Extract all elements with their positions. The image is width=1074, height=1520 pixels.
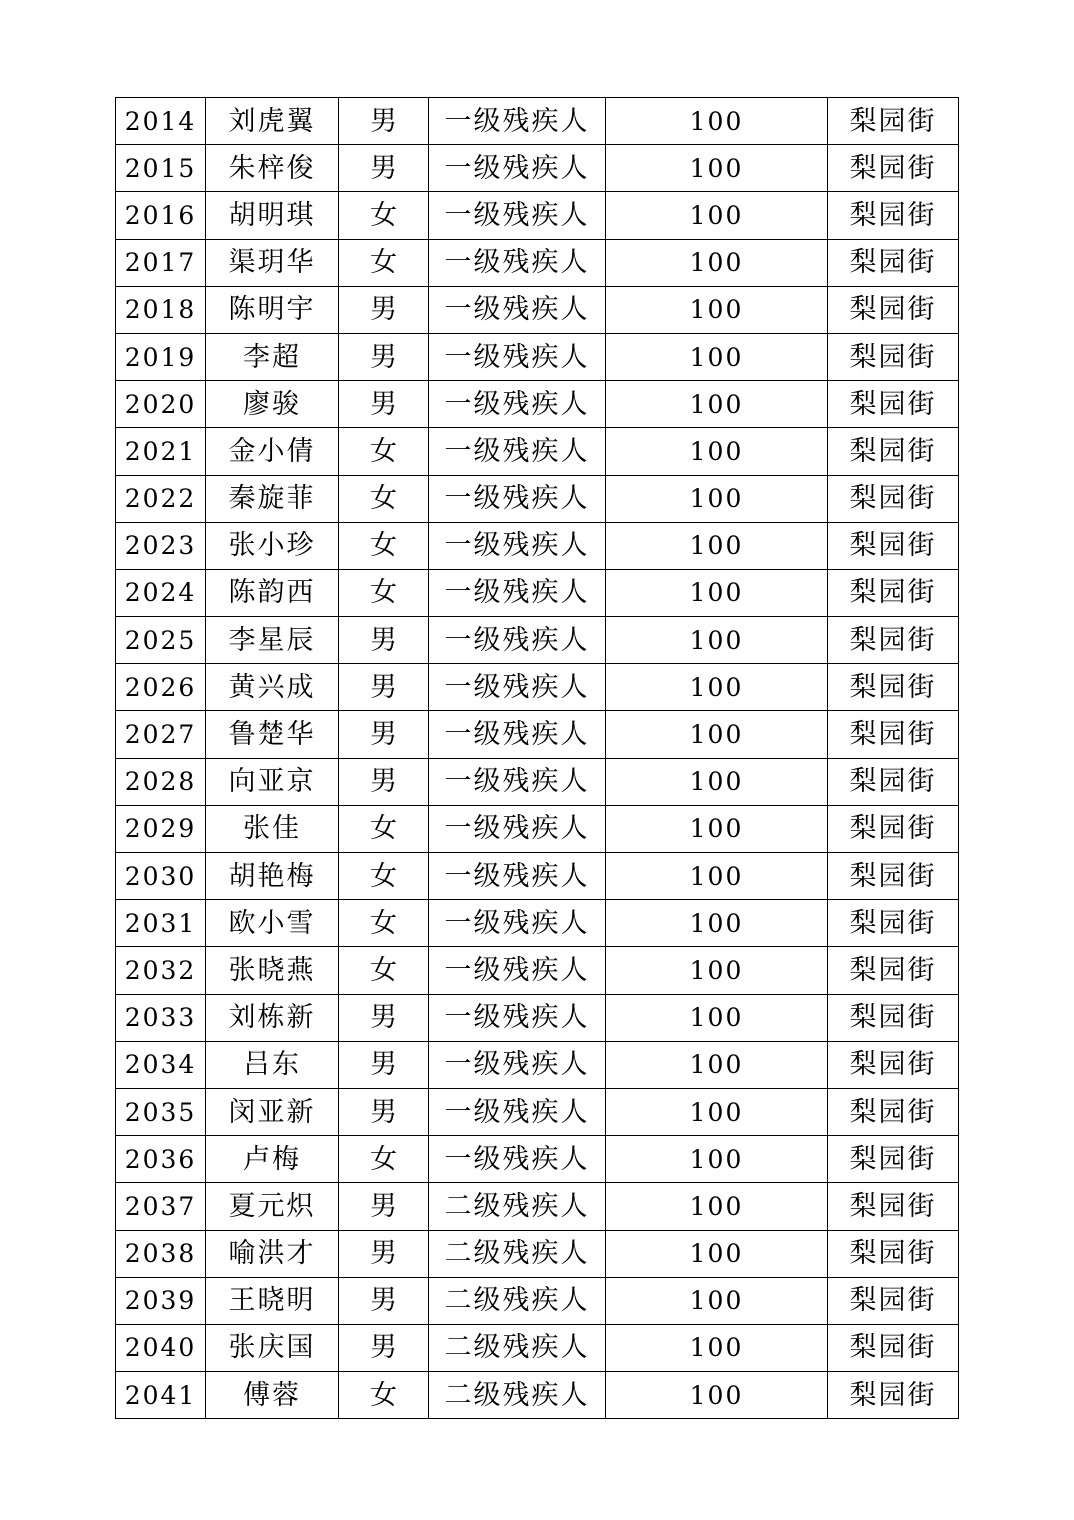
table-row bbox=[116, 617, 959, 664]
table-row bbox=[116, 994, 959, 1041]
disability-level-cell: 一级残疾人 bbox=[429, 994, 606, 1041]
gender-cell: 男 bbox=[339, 758, 429, 805]
street-cell: 梨园街 bbox=[828, 994, 959, 1041]
street-cell: 梨园街 bbox=[828, 947, 959, 994]
disability-level-cell: 一级残疾人 bbox=[429, 192, 606, 239]
street-cell: 梨园街 bbox=[828, 1324, 959, 1371]
name-cell: 傅蓉 bbox=[206, 1372, 339, 1419]
gender-cell: 女 bbox=[339, 522, 429, 569]
record-id-cell: 2039 bbox=[116, 1277, 206, 1324]
record-id-cell: 2015 bbox=[116, 145, 206, 192]
amount-cell: 100 bbox=[606, 1088, 828, 1135]
table-row bbox=[116, 758, 959, 805]
table-row bbox=[116, 1183, 959, 1230]
gender-cell: 女 bbox=[339, 239, 429, 286]
gender-cell: 女 bbox=[339, 1136, 429, 1183]
street-cell: 梨园街 bbox=[828, 428, 959, 475]
table-row bbox=[116, 805, 959, 852]
record-id-cell: 2018 bbox=[116, 286, 206, 333]
gender-cell: 男 bbox=[339, 98, 429, 145]
table-row bbox=[116, 522, 959, 569]
disability-level-cell: 一级残疾人 bbox=[429, 758, 606, 805]
disability-level-cell: 一级残疾人 bbox=[429, 569, 606, 616]
name-cell: 张小珍 bbox=[206, 522, 339, 569]
street-cell: 梨园街 bbox=[828, 758, 959, 805]
amount-cell: 100 bbox=[606, 1230, 828, 1277]
table-row bbox=[116, 428, 959, 475]
street-cell: 梨园街 bbox=[828, 853, 959, 900]
disability-level-cell: 一级残疾人 bbox=[429, 475, 606, 522]
amount-cell: 100 bbox=[606, 1041, 828, 1088]
table-row bbox=[116, 1230, 959, 1277]
record-id-cell: 2021 bbox=[116, 428, 206, 475]
record-id-cell: 2017 bbox=[116, 239, 206, 286]
street-cell: 梨园街 bbox=[828, 1277, 959, 1324]
street-cell: 梨园街 bbox=[828, 98, 959, 145]
disability-level-cell: 二级残疾人 bbox=[429, 1324, 606, 1371]
name-cell: 刘虎翼 bbox=[206, 98, 339, 145]
table-row bbox=[116, 1277, 959, 1324]
name-cell: 张晓燕 bbox=[206, 947, 339, 994]
record-id-cell: 2031 bbox=[116, 900, 206, 947]
street-cell: 梨园街 bbox=[828, 711, 959, 758]
gender-cell: 男 bbox=[339, 1041, 429, 1088]
gender-cell: 女 bbox=[339, 428, 429, 475]
record-id-cell: 2040 bbox=[116, 1324, 206, 1371]
gender-cell: 男 bbox=[339, 286, 429, 333]
disability-level-cell: 一级残疾人 bbox=[429, 900, 606, 947]
amount-cell: 100 bbox=[606, 381, 828, 428]
amount-cell: 100 bbox=[606, 947, 828, 994]
record-id-cell: 2014 bbox=[116, 98, 206, 145]
record-id-cell: 2030 bbox=[116, 853, 206, 900]
street-cell: 梨园街 bbox=[828, 333, 959, 380]
street-cell: 梨园街 bbox=[828, 381, 959, 428]
table-row bbox=[116, 1088, 959, 1135]
gender-cell: 女 bbox=[339, 900, 429, 947]
street-cell: 梨园街 bbox=[828, 569, 959, 616]
disability-level-cell: 一级残疾人 bbox=[429, 1136, 606, 1183]
disability-level-cell: 一级残疾人 bbox=[429, 522, 606, 569]
amount-cell: 100 bbox=[606, 286, 828, 333]
gender-cell: 女 bbox=[339, 569, 429, 616]
gender-cell: 男 bbox=[339, 617, 429, 664]
street-cell: 梨园街 bbox=[828, 664, 959, 711]
name-cell: 闵亚新 bbox=[206, 1088, 339, 1135]
name-cell: 吕东 bbox=[206, 1041, 339, 1088]
disability-level-cell: 一级残疾人 bbox=[429, 381, 606, 428]
record-id-cell: 2034 bbox=[116, 1041, 206, 1088]
amount-cell: 100 bbox=[606, 1136, 828, 1183]
gender-cell: 女 bbox=[339, 1372, 429, 1419]
record-id-cell: 2033 bbox=[116, 994, 206, 1041]
table-row bbox=[116, 145, 959, 192]
amount-cell: 100 bbox=[606, 617, 828, 664]
name-cell: 张庆国 bbox=[206, 1324, 339, 1371]
amount-cell: 100 bbox=[606, 758, 828, 805]
name-cell: 张佳 bbox=[206, 805, 339, 852]
table-row bbox=[116, 664, 959, 711]
table-row bbox=[116, 475, 959, 522]
amount-cell: 100 bbox=[606, 98, 828, 145]
amount-cell: 100 bbox=[606, 994, 828, 1041]
table-body bbox=[116, 98, 959, 1419]
disability-level-cell: 二级残疾人 bbox=[429, 1183, 606, 1230]
amount-cell: 100 bbox=[606, 805, 828, 852]
disability-level-cell: 一级残疾人 bbox=[429, 805, 606, 852]
amount-cell: 100 bbox=[606, 1277, 828, 1324]
street-cell: 梨园街 bbox=[828, 145, 959, 192]
record-id-cell: 2020 bbox=[116, 381, 206, 428]
record-id-cell: 2029 bbox=[116, 805, 206, 852]
name-cell: 秦旋菲 bbox=[206, 475, 339, 522]
name-cell: 鲁楚华 bbox=[206, 711, 339, 758]
name-cell: 陈明宇 bbox=[206, 286, 339, 333]
table-row bbox=[116, 239, 959, 286]
table-row bbox=[116, 900, 959, 947]
disability-level-cell: 一级残疾人 bbox=[429, 947, 606, 994]
record-id-cell: 2038 bbox=[116, 1230, 206, 1277]
name-cell: 王晓明 bbox=[206, 1277, 339, 1324]
street-cell: 梨园街 bbox=[828, 1372, 959, 1419]
name-cell: 渠玥华 bbox=[206, 239, 339, 286]
name-cell: 欧小雪 bbox=[206, 900, 339, 947]
table-row bbox=[116, 947, 959, 994]
name-cell: 向亚京 bbox=[206, 758, 339, 805]
amount-cell: 100 bbox=[606, 853, 828, 900]
name-cell: 胡艳梅 bbox=[206, 853, 339, 900]
amount-cell: 100 bbox=[606, 333, 828, 380]
disability-level-cell: 二级残疾人 bbox=[429, 1277, 606, 1324]
amount-cell: 100 bbox=[606, 192, 828, 239]
disability-level-cell: 一级残疾人 bbox=[429, 145, 606, 192]
amount-cell: 100 bbox=[606, 1372, 828, 1419]
name-cell: 朱梓俊 bbox=[206, 145, 339, 192]
disability-level-cell: 一级残疾人 bbox=[429, 711, 606, 758]
table-row bbox=[116, 1041, 959, 1088]
name-cell: 卢梅 bbox=[206, 1136, 339, 1183]
gender-cell: 男 bbox=[339, 1324, 429, 1371]
table-row bbox=[116, 1136, 959, 1183]
amount-cell: 100 bbox=[606, 145, 828, 192]
disability-level-cell: 一级残疾人 bbox=[429, 333, 606, 380]
amount-cell: 100 bbox=[606, 711, 828, 758]
gender-cell: 男 bbox=[339, 1277, 429, 1324]
record-id-cell: 2026 bbox=[116, 664, 206, 711]
record-id-cell: 2024 bbox=[116, 569, 206, 616]
disability-level-cell: 一级残疾人 bbox=[429, 664, 606, 711]
street-cell: 梨园街 bbox=[828, 1041, 959, 1088]
record-id-cell: 2027 bbox=[116, 711, 206, 758]
disability-level-cell: 二级残疾人 bbox=[429, 1372, 606, 1419]
gender-cell: 男 bbox=[339, 333, 429, 380]
name-cell: 刘栋新 bbox=[206, 994, 339, 1041]
gender-cell: 男 bbox=[339, 994, 429, 1041]
street-cell: 梨园街 bbox=[828, 617, 959, 664]
gender-cell: 女 bbox=[339, 475, 429, 522]
record-id-cell: 2037 bbox=[116, 1183, 206, 1230]
amount-cell: 100 bbox=[606, 900, 828, 947]
name-cell: 金小倩 bbox=[206, 428, 339, 475]
table-row bbox=[116, 192, 959, 239]
disability-level-cell: 一级残疾人 bbox=[429, 1088, 606, 1135]
amount-cell: 100 bbox=[606, 569, 828, 616]
street-cell: 梨园街 bbox=[828, 805, 959, 852]
disability-level-cell: 一级残疾人 bbox=[429, 286, 606, 333]
street-cell: 梨园街 bbox=[828, 1183, 959, 1230]
record-id-cell: 2035 bbox=[116, 1088, 206, 1135]
street-cell: 梨园街 bbox=[828, 192, 959, 239]
amount-cell: 100 bbox=[606, 475, 828, 522]
table-row bbox=[116, 853, 959, 900]
table-row bbox=[116, 711, 959, 758]
table-row bbox=[116, 381, 959, 428]
street-cell: 梨园街 bbox=[828, 1088, 959, 1135]
disability-level-cell: 二级残疾人 bbox=[429, 1230, 606, 1277]
name-cell: 陈韵西 bbox=[206, 569, 339, 616]
table-row bbox=[116, 1324, 959, 1371]
amount-cell: 100 bbox=[606, 1183, 828, 1230]
record-id-cell: 2019 bbox=[116, 333, 206, 380]
disability-level-cell: 一级残疾人 bbox=[429, 98, 606, 145]
gender-cell: 女 bbox=[339, 853, 429, 900]
amount-cell: 100 bbox=[606, 522, 828, 569]
disability-level-cell: 一级残疾人 bbox=[429, 617, 606, 664]
gender-cell: 男 bbox=[339, 1230, 429, 1277]
street-cell: 梨园街 bbox=[828, 239, 959, 286]
gender-cell: 男 bbox=[339, 1183, 429, 1230]
table-row bbox=[116, 98, 959, 145]
record-id-cell: 2025 bbox=[116, 617, 206, 664]
name-cell: 廖骏 bbox=[206, 381, 339, 428]
disability-level-cell: 一级残疾人 bbox=[429, 428, 606, 475]
record-id-cell: 2023 bbox=[116, 522, 206, 569]
amount-cell: 100 bbox=[606, 428, 828, 475]
record-id-cell: 2016 bbox=[116, 192, 206, 239]
name-cell: 李超 bbox=[206, 333, 339, 380]
name-cell: 李星辰 bbox=[206, 617, 339, 664]
table-row bbox=[116, 286, 959, 333]
gender-cell: 男 bbox=[339, 664, 429, 711]
subsidy-roster-table bbox=[115, 97, 959, 1419]
table-row bbox=[116, 569, 959, 616]
name-cell: 黄兴成 bbox=[206, 664, 339, 711]
table-row bbox=[116, 1372, 959, 1419]
gender-cell: 男 bbox=[339, 381, 429, 428]
record-id-cell: 2032 bbox=[116, 947, 206, 994]
record-id-cell: 2022 bbox=[116, 475, 206, 522]
table-row bbox=[116, 333, 959, 380]
disability-level-cell: 一级残疾人 bbox=[429, 1041, 606, 1088]
name-cell: 夏元炽 bbox=[206, 1183, 339, 1230]
gender-cell: 男 bbox=[339, 145, 429, 192]
street-cell: 梨园街 bbox=[828, 900, 959, 947]
record-id-cell: 2041 bbox=[116, 1372, 206, 1419]
disability-level-cell: 一级残疾人 bbox=[429, 239, 606, 286]
gender-cell: 女 bbox=[339, 947, 429, 994]
street-cell: 梨园街 bbox=[828, 1136, 959, 1183]
street-cell: 梨园街 bbox=[828, 286, 959, 333]
amount-cell: 100 bbox=[606, 664, 828, 711]
name-cell: 喻洪才 bbox=[206, 1230, 339, 1277]
gender-cell: 男 bbox=[339, 1088, 429, 1135]
amount-cell: 100 bbox=[606, 239, 828, 286]
amount-cell: 100 bbox=[606, 1324, 828, 1371]
street-cell: 梨园街 bbox=[828, 475, 959, 522]
street-cell: 梨园街 bbox=[828, 522, 959, 569]
name-cell: 胡明琪 bbox=[206, 192, 339, 239]
record-id-cell: 2028 bbox=[116, 758, 206, 805]
record-id-cell: 2036 bbox=[116, 1136, 206, 1183]
gender-cell: 女 bbox=[339, 805, 429, 852]
gender-cell: 女 bbox=[339, 192, 429, 239]
disability-level-cell: 一级残疾人 bbox=[429, 853, 606, 900]
street-cell: 梨园街 bbox=[828, 1230, 959, 1277]
gender-cell: 男 bbox=[339, 711, 429, 758]
